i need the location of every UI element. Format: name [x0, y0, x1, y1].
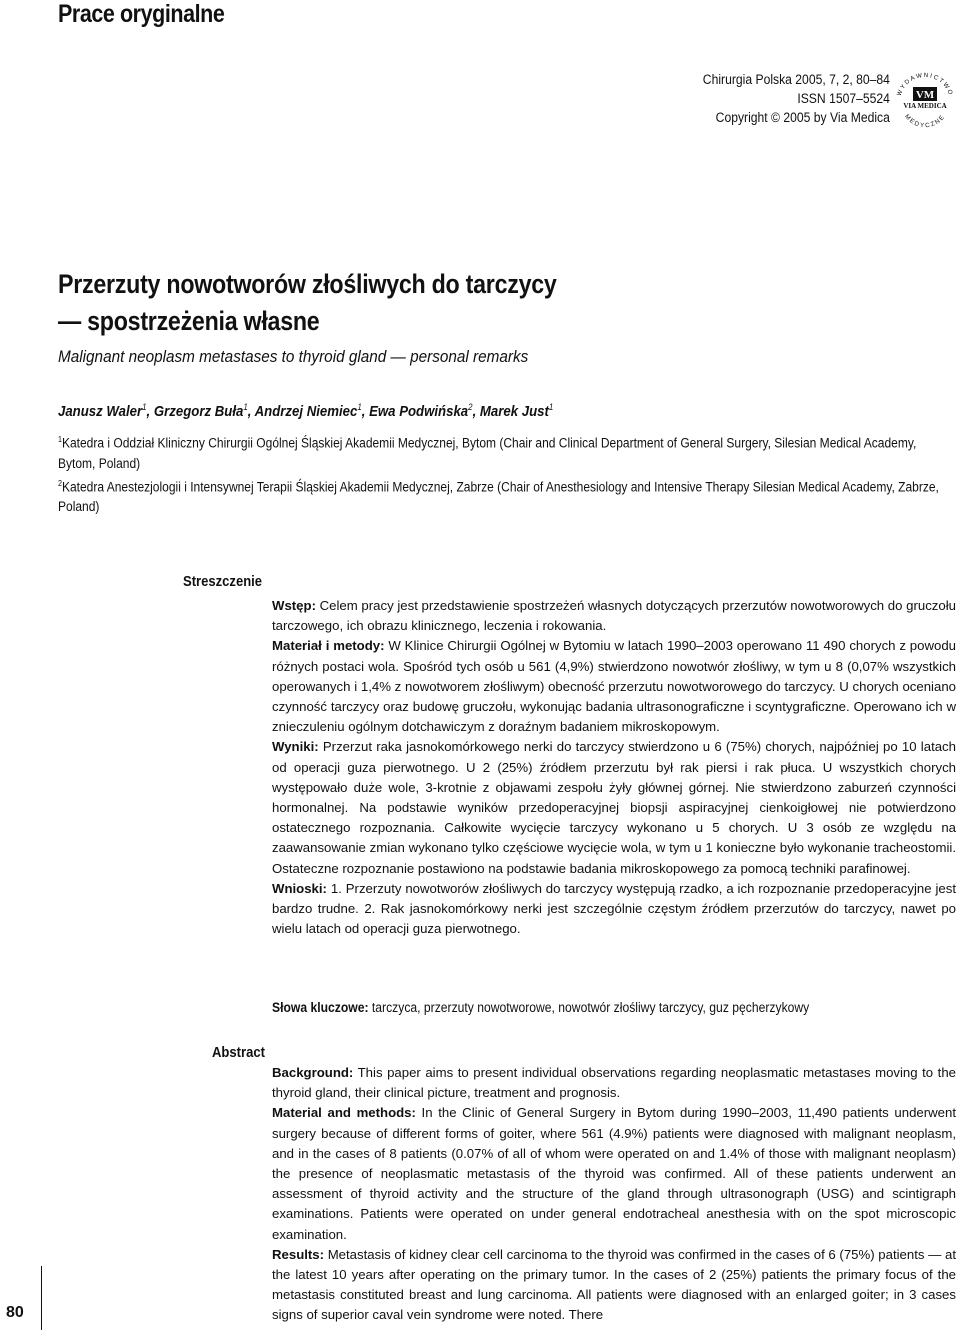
- keywords-text: tarczyca, przerzuty nowotworowe, nowotwór złośliwy tarczycy, guz pęcherzykowy: [368, 1000, 810, 1015]
- paragraph-label: Results:: [272, 1246, 325, 1262]
- paragraph-label: Wstęp:: [272, 598, 316, 613]
- author-separator: ,: [472, 403, 480, 420]
- author-affiliation-mark: 1: [142, 402, 147, 412]
- via-medica-logo: [892, 68, 958, 134]
- paragraph-label: Wyniki:: [272, 739, 319, 755]
- page-number: 80: [6, 1304, 24, 1321]
- author-name: Marek Just: [479, 403, 549, 420]
- author-name: Andrzej Niemiec: [254, 403, 358, 420]
- affiliations: [58, 430, 957, 517]
- title-block: [58, 266, 938, 368]
- paragraph-text: Przerzut raka jasnokomórkowego nerki do tarczycy stwierdzono u 6 (75%) chorych, najpóźniej po 10 latach od operacji guza pierwotnego. U 2 (25%) źródłem przerzutu był rak piersi i rak płuca. U wszystkich chorych występowało duże wole, 3-krotnie z objawami zespołu żyły głównej górnej. Nie stwierdzono zaburzeń czynności hormonalnej. Na podstawie wyników przedoperacyjnej biopsji aspiracyjnej cienkoigłowej nie potwierdzono ostatecznego rozpoznania. Całkowite wycięcie tarczycy wykonano u 5 chorych. U 3 osób ze względu na zaawansowanie zmian wykonano tylko częściowe wycięcie wola, w tym u 1 konieczne było wykonanie tracheostomii. Ostateczne rozpoznanie postawiono na podstawie badania mikroskopowego za pomocą techniki parafinowej.: [272, 739, 956, 876]
- affiliation: [58, 430, 957, 474]
- author-affiliation-mark: 2: [468, 402, 473, 412]
- logo-arc-bottom: MEDYCZNE: [903, 113, 947, 130]
- affiliation: [58, 474, 957, 518]
- paragraph-label: Wnioski:: [272, 880, 327, 896]
- paragraph-text: Celem pracy jest przedstawienie spostrzeżeń własnych dotyczących przerzutów nowotworowych do gruczołu tarczowego, ich obrazu klinicznego, leczenia i rokowania.: [272, 598, 956, 634]
- paragraph-label: Material and methods:: [272, 1105, 416, 1121]
- affiliation-number: 2: [58, 478, 62, 488]
- author-list: [58, 402, 553, 420]
- title-english: Malignant neoplasm metastases to thyroid gland — personal remarks: [58, 347, 529, 366]
- journal-issn: ISSN 1507–5524: [797, 91, 890, 106]
- author-affiliation-mark: 1: [357, 402, 362, 412]
- affiliation-text: Katedra Anestezjologii i Intensywnej Terapii Śląskiej Akademii Medycznej, Zabrze (Chair of Anesthesiology and Intensive Therapy Silesian Medical Academy, Zabrze, Poland): [58, 479, 939, 514]
- author-name: Janusz Waler: [58, 403, 143, 420]
- affiliation-text: Katedra i Oddział Kliniczny Chirurgii Ogólnej Śląskiej Akademii Medycznej, Bytom (Chair and Clinical Department of General Surgery, Silesian Medical Academy, Bytom, Poland): [58, 435, 917, 471]
- paragraph-text: Metastasis of kidney clear cell carcinoma to the thyroid was confirmed in the cases of 6 (75%) patients — at the latest 10 years after operating on the primary tumor. In the cases of 2 (25%) patients the primary focus of the metastasis constituted breast and lung carcinoma. All patients were diagnosed with an enlarged goiter; in 3 cases signs of superior caval vein syndrome were noted. There: [272, 1246, 956, 1323]
- abstract-paragraph: [272, 1245, 956, 1326]
- streszczenie-paragraph: [272, 596, 956, 636]
- streszczenie-paragraph: [272, 636, 956, 737]
- journal-info: [703, 70, 890, 127]
- author-affiliation-mark: 1: [243, 402, 248, 412]
- journal-copyright: Copyright © 2005 by Via Medica: [715, 110, 890, 125]
- logo-arc-top: WYDAWNICTWO: [895, 71, 955, 98]
- author-separator: ,: [146, 403, 154, 420]
- journal-citation: Chirurgia Polska 2005, 7, 2, 80–84: [702, 72, 890, 87]
- streszczenie-text: [272, 596, 956, 939]
- author-separator: ,: [247, 403, 255, 420]
- paragraph-label: Background:: [272, 1065, 354, 1080]
- title-polish-line2: — spostrzeżenia własne: [58, 306, 320, 336]
- streszczenie-paragraph: [272, 879, 956, 940]
- author-name: Ewa Podwińska: [369, 403, 469, 420]
- streszczenie-heading: Streszczenie: [183, 574, 263, 590]
- abstract-paragraph: [272, 1063, 956, 1103]
- abstract-paragraph: [272, 1103, 956, 1244]
- section-label: Prace oryginalne: [58, 0, 225, 28]
- abstract-heading: Abstract: [212, 1045, 265, 1061]
- abstract-text: [272, 1063, 956, 1326]
- streszczenie-paragraph: [272, 737, 956, 878]
- paragraph-text: 1. Przerzuty nowotworów złośliwych do tarczycy występują rzadko, a ich rozpoznanie przedoperacyjne jest bardzo trudne. 2. Rak jasnokomórkowy nerki jest szczególnie częstym źródłem przerzutów do tarczycy, nawet po wielu latach od operacji guza pierwotnego.: [272, 880, 956, 937]
- keywords: [272, 1000, 809, 1015]
- paragraph-text: W Klinice Chirurgii Ogólnej w Bytomiu w latach 1990–2003 operowano 11 490 chorych z powodu różnych postaci wola. Spośród tych osób u 561 (4,9%) stwierdzono nowotwór złośliwy, w tym u 8 (0,07% wszystkich operowanych i 1,4% z nowotworem złośliwym) obecność przerzutu nowotworowego do tarczycy. U chorych oceniano czynność tarczycy oraz budowę gruczołu, wykonując badania ultrasonograficzne i scyntygraficzne. Operowano ich w znieczuleniu ogólnym dotchawiczym z doraźnym badaniem mikroskopowym.: [272, 638, 956, 735]
- logo-initials: VM: [915, 89, 935, 101]
- svg-text:MEDYCZNE: [903, 113, 947, 129]
- author-affiliation-mark: 1: [548, 402, 554, 412]
- logo-name: VIA MEDICA: [903, 102, 947, 110]
- keywords-label: Słowa kluczowe:: [272, 1000, 369, 1015]
- author-separator: ,: [361, 403, 370, 420]
- paragraph-text: In the Clinic of General Surgery in Bytom during 1990–2003, 11,490 patients underwent surgery because of different forms of goiter, where 561 (4.9%) patients were diagnosed with malignant neoplasm, and in the cases of 8 patients (0.07% of all of whom were operated on and 1.4% of those with malignant neoplasm) the presence of neoplasmatic metastasis of the thyroid was confirmed. All of these patients underwent an assessment of thyroid activity and the structure of the gland through ultrasonograph (USG) and scintigraph examinations. Patients were operated on under general endotracheal anesthesia with on the spot microscopic examination.: [272, 1105, 956, 1242]
- author-name: Grzegorz Buła: [153, 403, 244, 420]
- paragraph-label: Materiał i metody:: [272, 638, 385, 654]
- page-number-rule: [41, 1266, 42, 1330]
- title-polish-line1: Przerzuty nowotworów złośliwych do tarczycy: [58, 269, 557, 299]
- affiliation-number: 1: [58, 435, 62, 444]
- paragraph-text: This paper aims to present individual observations regarding neoplasmatic metastases moving to the thyroid gland, their clinical picture, treatment and prognosis.: [272, 1065, 956, 1101]
